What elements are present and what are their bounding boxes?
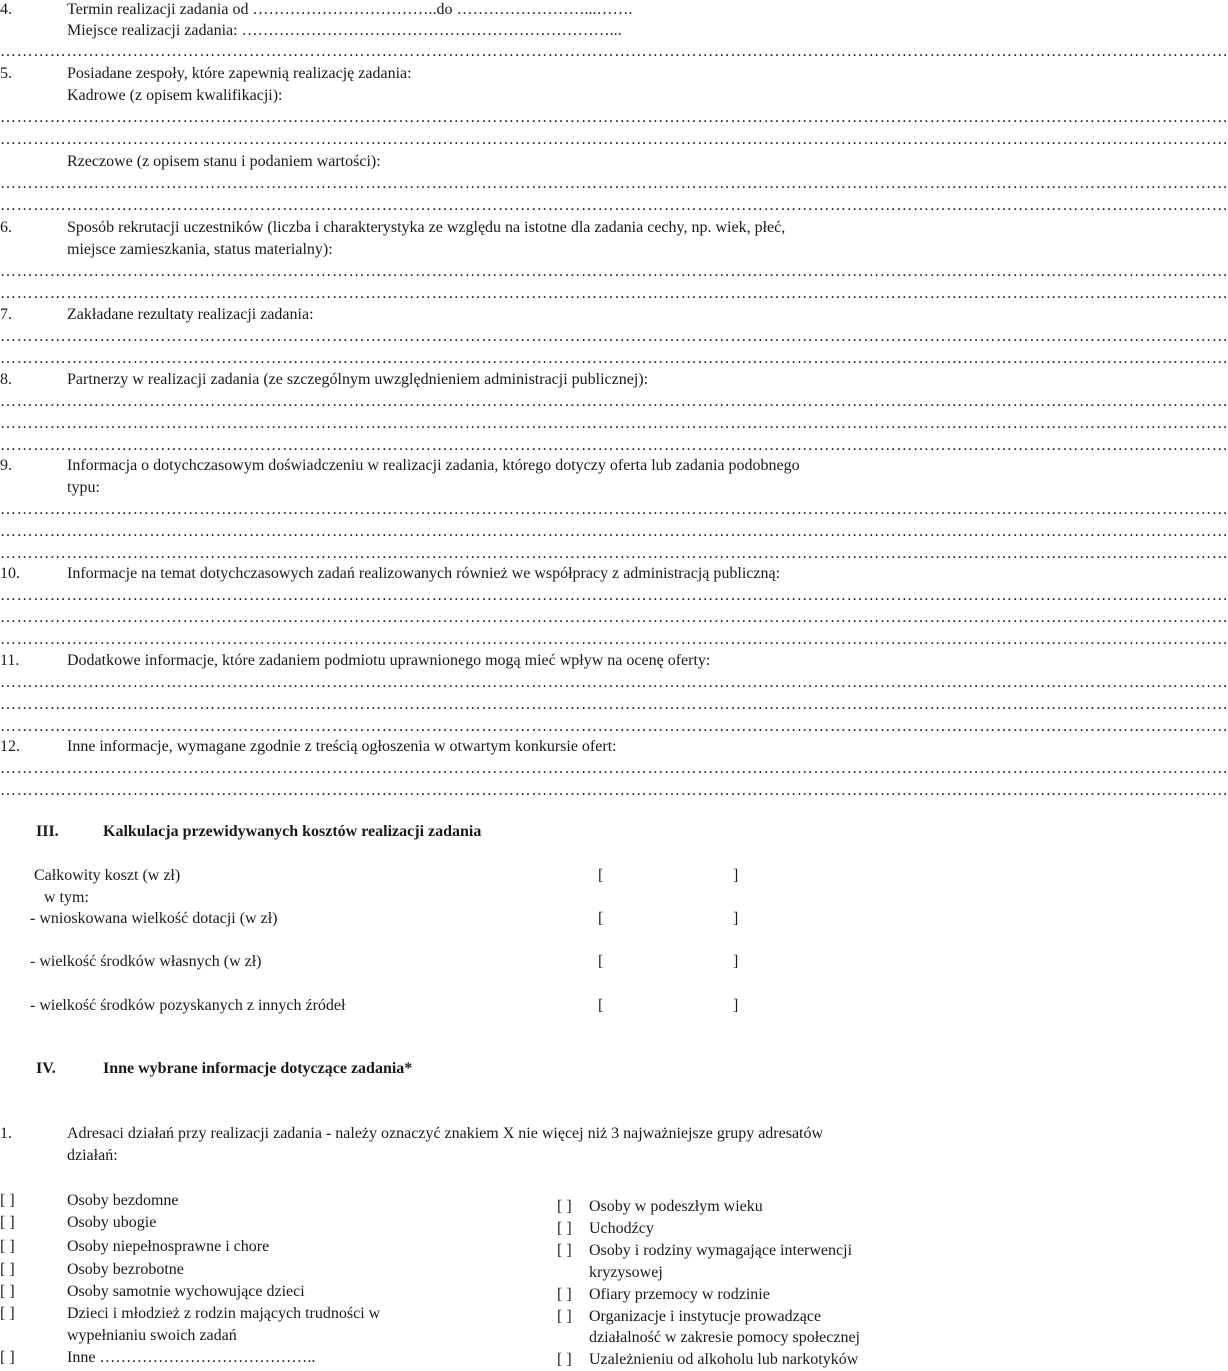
fill-line[interactable]: …………………………………………………………………………………………………………………………………………………………………………………………………… — [0, 501, 1228, 518]
option-label: Osoby bezdomne — [67, 1192, 179, 1209]
bracket-close: ] — [733, 953, 739, 970]
fill-line[interactable]: …………………………………………………………………………………………………………………………………………………………………………………………………… — [0, 197, 1228, 214]
fill-line[interactable]: …………………………………………………………………………………………………………………………………………………………………………………………………… — [0, 674, 1228, 691]
checkbox[interactable]: [ ] — [557, 1308, 572, 1325]
fill-line[interactable]: …………………………………………………………………………………………………………………………………………………………………………………………………… — [0, 545, 1228, 562]
fill-line[interactable]: …………………………………………………………………………………………………………………………………………………………………………………………………… — [0, 609, 1228, 626]
item-number: 7. — [0, 306, 12, 323]
option-label: Organizacje i instytucje prowadzące — [589, 1308, 822, 1325]
fill-line[interactable]: …………………………………………………………………………………………………………………………………………………………………………………………………… — [0, 782, 1228, 799]
item-text: Sposób rekrutacji uczestników (liczba i charakterystyka ze względu na istotne dla zadania cechy, np. wiek, płeć, — [67, 219, 786, 236]
option-label: Inne ………………………………….. — [67, 1349, 316, 1366]
item-text: Rzeczowe (z opisem stanu i podaniem wartości): — [67, 153, 381, 170]
option-label: działalność w zakresie pomocy społecznej — [589, 1329, 860, 1346]
fill-line[interactable]: …………………………………………………………………………………………………………………………………………………………………………………………………… — [0, 718, 1228, 735]
item-text: Informacje na temat dotychczasowych zadań realizowanych również we współpracy z administracją publiczną: — [67, 565, 781, 582]
fill-line[interactable]: …………………………………………………………………………………………………………………………………………………………………………………………………… — [0, 131, 1228, 148]
item-number: 12. — [0, 738, 20, 755]
option-label: Osoby w podeszłym wieku — [589, 1198, 763, 1215]
option-label: Dzieci i młodzież z rodzin mających trudności w — [67, 1305, 381, 1322]
item-number: 4. — [0, 1, 12, 18]
option-label: Osoby bezrobotne — [67, 1261, 184, 1278]
section-title: Kalkulacja przewidywanych kosztów realizacji zadania — [103, 823, 482, 840]
fill-line[interactable]: …………………………………………………………………………………………………………………………………………………………………………………………………… — [0, 285, 1228, 302]
fill-line[interactable]: …………………………………………………………………………………………………………………………………………………………………………………………………… — [0, 175, 1228, 192]
checkbox[interactable]: [ ] — [557, 1198, 572, 1215]
fill-line[interactable]: …………………………………………………………………………………………………………………………………………………………………………………………………… — [0, 631, 1228, 648]
option-label: Osoby niepełnosprawne i chore — [67, 1238, 270, 1255]
item-text: Termin realizacji zadania od ……………………………..do ……………………...……. — [67, 1, 633, 18]
section-number: IV. — [36, 1060, 56, 1077]
checkbox[interactable]: [ ] — [0, 1214, 15, 1231]
fill-line[interactable]: …………………………………………………………………………………………………………………………………………………………………………………………………… — [0, 43, 1228, 60]
option-label: Ofiary przemocy w rodzinie — [589, 1286, 770, 1303]
option-label: kryzysowej — [589, 1264, 663, 1281]
item-number: 10. — [0, 565, 20, 582]
checkbox[interactable]: [ ] — [0, 1261, 15, 1278]
item-text: miejsce zamieszkania, status materialny): — [67, 241, 333, 258]
question-number: 1. — [0, 1125, 12, 1142]
fill-line[interactable]: …………………………………………………………………………………………………………………………………………………………………………………………………… — [0, 696, 1228, 713]
item-text: Zakładane rezultaty realizacji zadania: — [67, 306, 314, 323]
checkbox[interactable]: [ ] — [0, 1238, 15, 1255]
total-cost-label: Całkowity koszt (w zł) — [34, 867, 181, 884]
item-number: 9. — [0, 457, 12, 474]
section-title: Inne wybrane informacje dotyczące zadania* — [103, 1060, 413, 1077]
item-text: typu: — [67, 479, 100, 496]
fill-line[interactable]: …………………………………………………………………………………………………………………………………………………………………………………………………… — [0, 393, 1228, 410]
bracket-open: [ — [598, 910, 604, 927]
bracket-open: [ — [598, 997, 604, 1014]
item-text: Posiadane zespoły, które zapewnią realizację zadania: — [67, 65, 412, 82]
fill-line[interactable]: …………………………………………………………………………………………………………………………………………………………………………………………………… — [0, 523, 1228, 540]
fill-line[interactable]: …………………………………………………………………………………………………………………………………………………………………………………………………… — [0, 415, 1228, 432]
fill-line[interactable]: …………………………………………………………………………………………………………………………………………………………………………………………………… — [0, 760, 1228, 777]
bracket-close: ] — [733, 997, 739, 1014]
option-label: Osoby samotnie wychowujące dzieci — [67, 1283, 305, 1300]
fill-line[interactable]: …………………………………………………………………………………………………………………………………………………………………………………………………… — [0, 328, 1228, 345]
bracket-close: ] — [733, 910, 739, 927]
item-text: Partnerzy w realizacji zadania (ze szczególnym uwzględnieniem administracji publicznej): — [67, 371, 649, 388]
bracket-open: [ — [598, 953, 604, 970]
item-number: 11. — [0, 652, 20, 669]
question-text: Adresaci działań przy realizacji zadania - należy oznaczyć znakiem X nie więcej niż 3 najważniejsze grupy adresatów — [67, 1125, 824, 1142]
checkbox[interactable]: [ ] — [557, 1242, 572, 1259]
bracket-open: [ — [598, 867, 604, 884]
own-funds-label: - wielkość środków własnych (w zł) — [30, 953, 262, 970]
checkbox[interactable]: [ ] — [557, 1220, 572, 1237]
item-text: Inne informacje, wymagane zgodnie z treścią ogłoszenia w otwartym konkursie ofert: — [67, 738, 617, 755]
checkbox[interactable]: [ ] — [0, 1283, 15, 1300]
other-sources-label: - wielkość środków pozyskanych z innych źródeł — [30, 997, 346, 1014]
fill-line[interactable]: …………………………………………………………………………………………………………………………………………………………………………………………………… — [0, 109, 1228, 126]
of-which-label: w tym: — [44, 889, 89, 906]
fill-line[interactable]: …………………………………………………………………………………………………………………………………………………………………………………………………… — [0, 350, 1228, 367]
option-label: Uzależnieniu od alkoholu lub narkotyków — [589, 1351, 859, 1368]
item-number: 5. — [0, 65, 12, 82]
checkbox[interactable]: [ ] — [557, 1351, 572, 1368]
item-text: Kadrowe (z opisem kwalifikacji): — [67, 87, 283, 104]
bracket-close: ] — [733, 867, 739, 884]
item-text: Dodatkowe informacje, które zadaniem podmiotu uprawnionego mogą mieć wpływ na ocenę oferty: — [67, 652, 711, 669]
option-label: Osoby ubogie — [67, 1214, 157, 1231]
option-label: Uchodźcy — [589, 1220, 654, 1237]
item-text: Informacja o dotychczasowym doświadczeniu w realizacji zadania, którego dotyczy oferta lub zadania podobnego — [67, 457, 800, 474]
checkbox[interactable]: [ ] — [0, 1349, 15, 1366]
checkbox[interactable]: [ ] — [0, 1305, 15, 1322]
option-label: wypełnianiu swoich zadań — [67, 1327, 237, 1344]
fill-line[interactable]: …………………………………………………………………………………………………………………………………………………………………………………………………… — [0, 587, 1228, 604]
section-number: III. — [36, 823, 59, 840]
checkbox[interactable]: [ ] — [557, 1286, 572, 1303]
item-number: 6. — [0, 219, 12, 236]
fill-line[interactable]: …………………………………………………………………………………………………………………………………………………………………………………………………… — [0, 437, 1228, 454]
question-text: działań: — [67, 1147, 118, 1164]
grant-label: - wnioskowana wielkość dotacji (w zł) — [30, 910, 278, 927]
item-text: Miejsce realizacji zadania: ……………………………………………………………... — [67, 22, 622, 39]
fill-line[interactable]: …………………………………………………………………………………………………………………………………………………………………………………………………… — [0, 263, 1228, 280]
option-label: Osoby i rodziny wymagające interwencji — [589, 1242, 853, 1259]
item-number: 8. — [0, 371, 12, 388]
checkbox[interactable]: [ ] — [0, 1192, 15, 1209]
